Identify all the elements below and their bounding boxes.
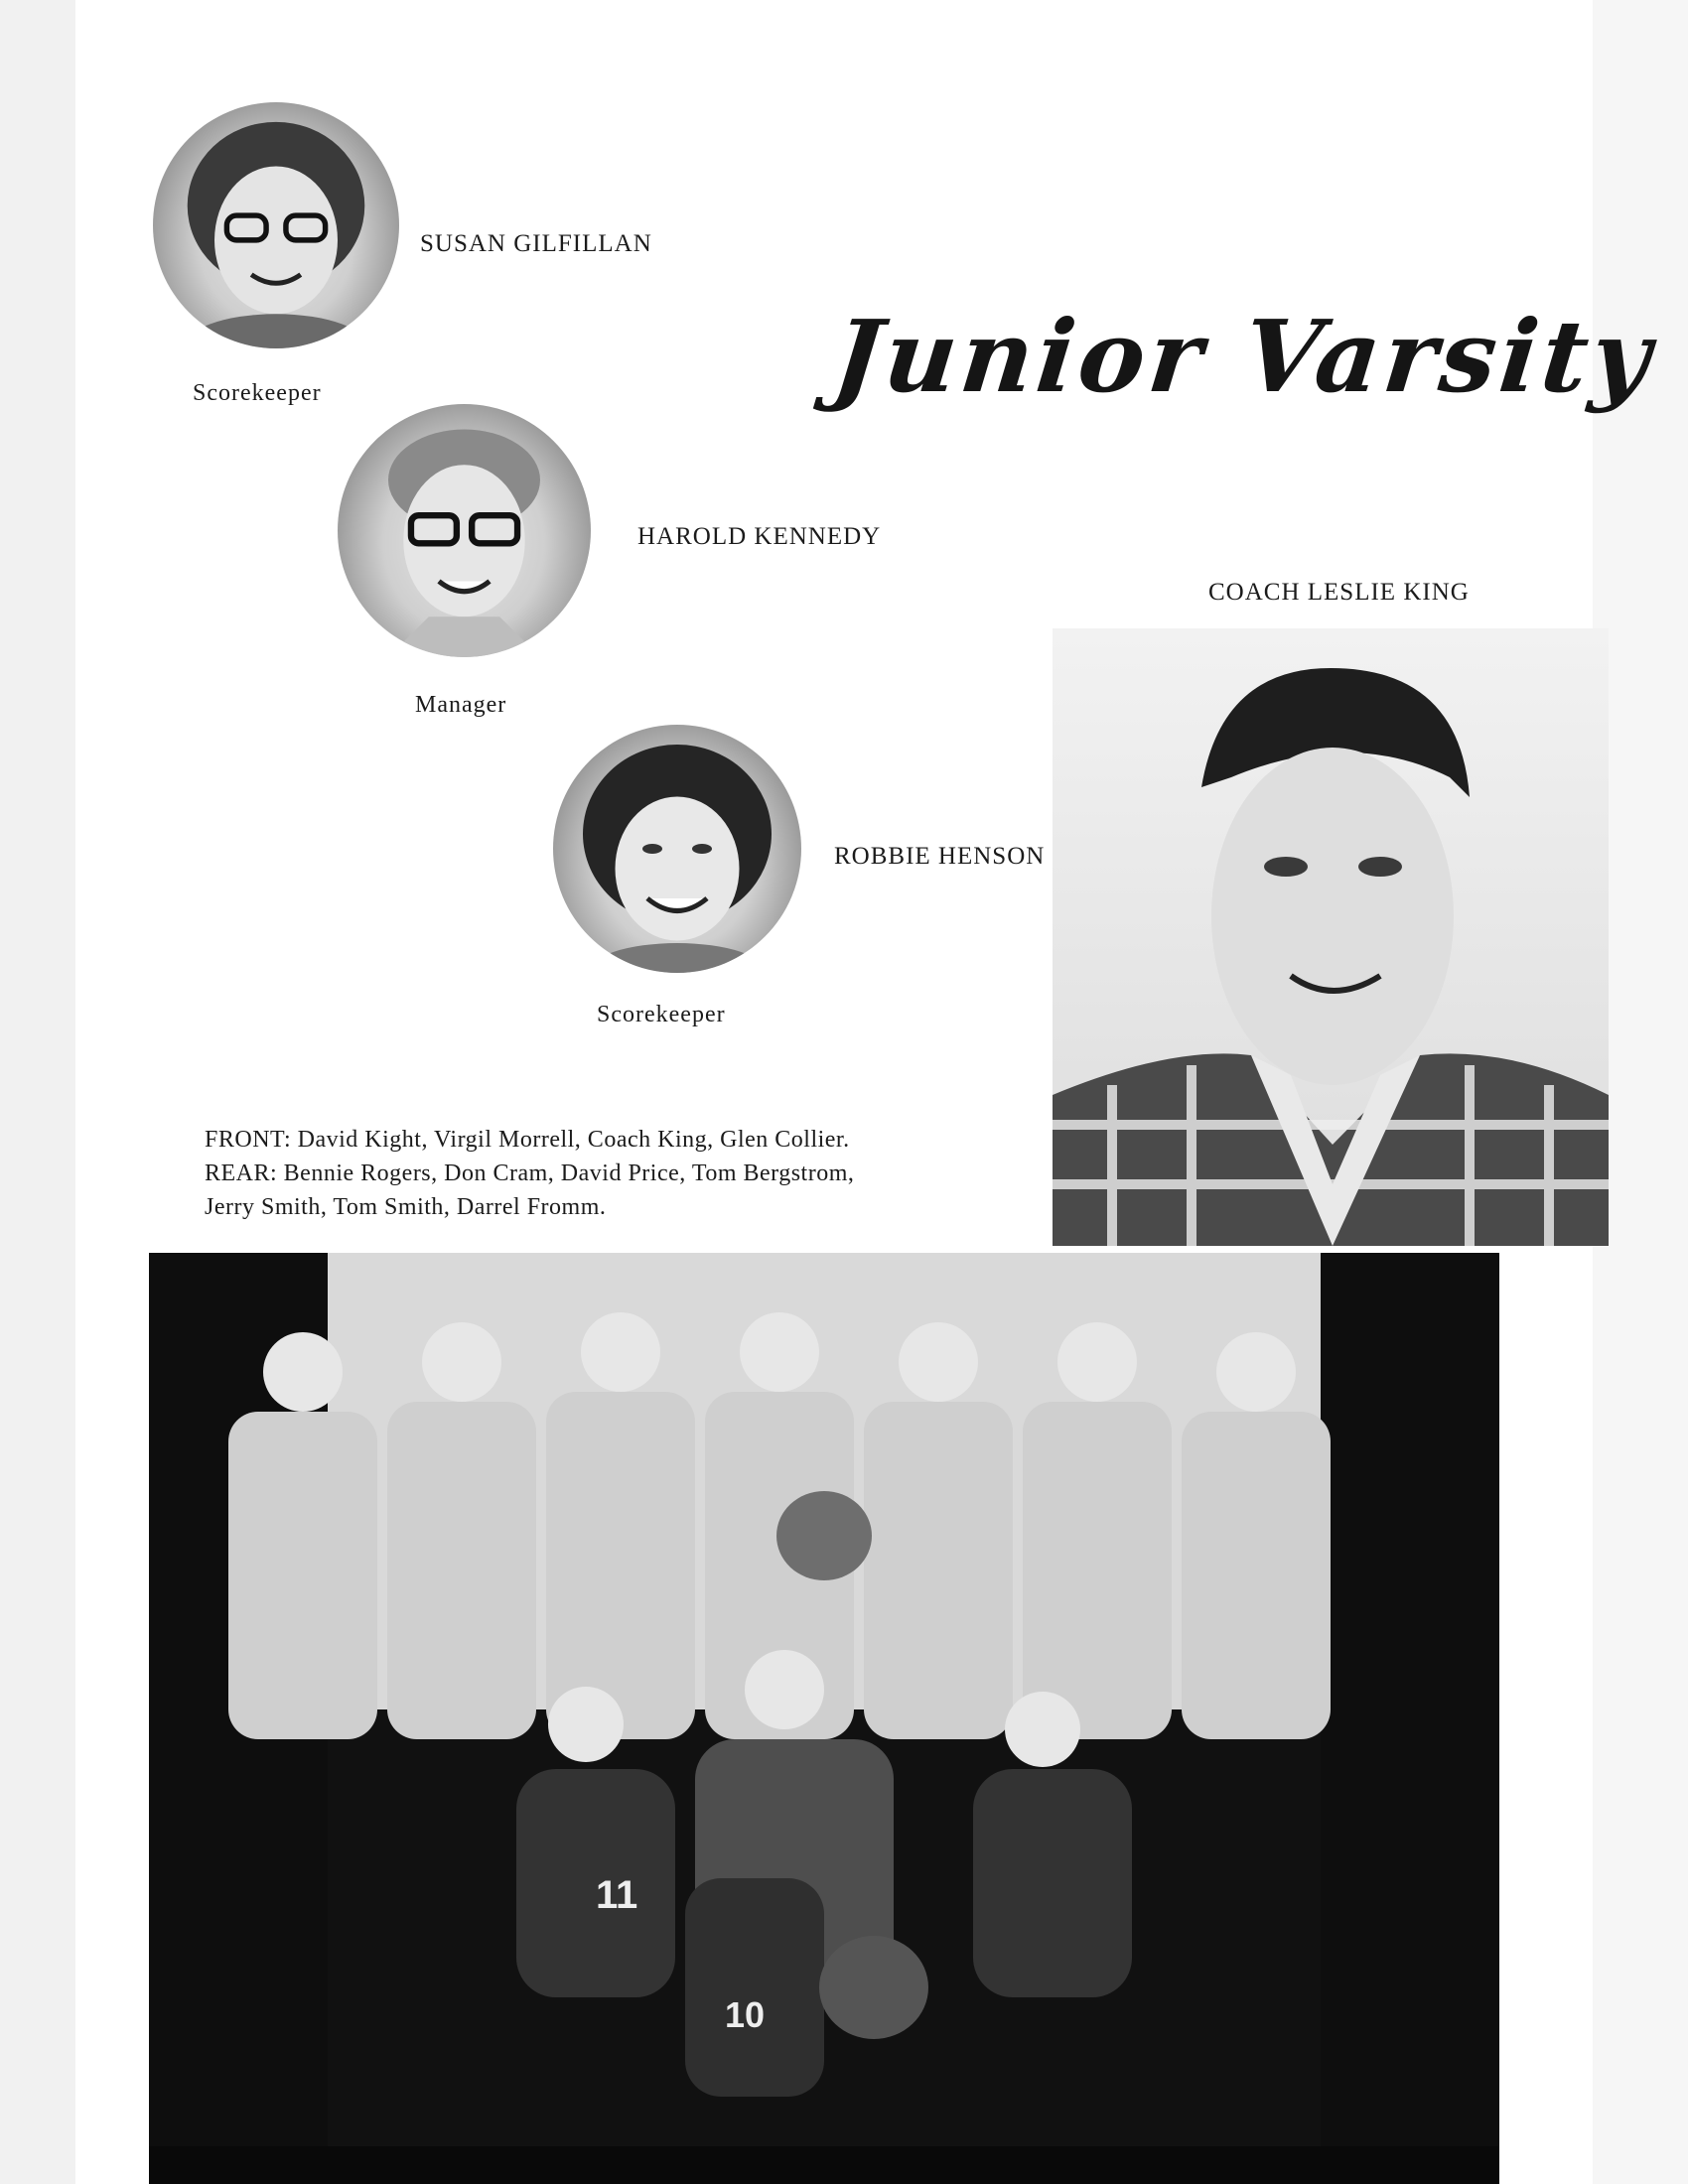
caption-line-rear-cont: Jerry Smith, Tom Smith, Darrel Fromm.	[205, 1194, 607, 1220]
page-left-edge	[0, 0, 75, 2184]
portrait-harold-kennedy	[338, 404, 591, 657]
team-caption	[205, 1123, 1019, 1224]
coach-photo	[1053, 628, 1609, 1246]
page-title: Junior Varsity	[827, 298, 1660, 415]
jersey-number-11: 11	[596, 1873, 638, 1917]
staff-name-harold: HAROLD KENNEDY	[637, 523, 882, 550]
staff-name-susan: SUSAN GILFILLAN	[420, 230, 652, 257]
coach-photo-image	[1053, 628, 1609, 1246]
portrait-robbie-henson-photo	[553, 725, 801, 973]
portrait-robbie-henson	[553, 725, 801, 973]
portrait-susan-gilfillan-photo	[153, 102, 399, 348]
jersey-number-10: 10	[725, 1994, 766, 2035]
caption-line-rear: REAR: Bennie Rogers, Don Cram, David Price, Tom Bergstrom,	[205, 1160, 855, 1186]
coach-name: COACH LESLIE KING	[1208, 579, 1470, 606]
team-photo-image	[149, 1253, 1499, 2184]
portrait-harold-kennedy-photo	[338, 404, 591, 657]
portrait-susan-gilfillan	[153, 102, 399, 348]
team-photo	[149, 1253, 1499, 2184]
staff-role-harold: Manager	[415, 692, 507, 718]
staff-role-susan: Scorekeeper	[193, 380, 322, 406]
caption-line-front: FRONT: David Kight, Virgil Morrell, Coach King, Glen Collier.	[205, 1127, 850, 1153]
staff-name-robbie: ROBBIE HENSON	[834, 843, 1046, 870]
staff-role-robbie: Scorekeeper	[597, 1002, 726, 1027]
